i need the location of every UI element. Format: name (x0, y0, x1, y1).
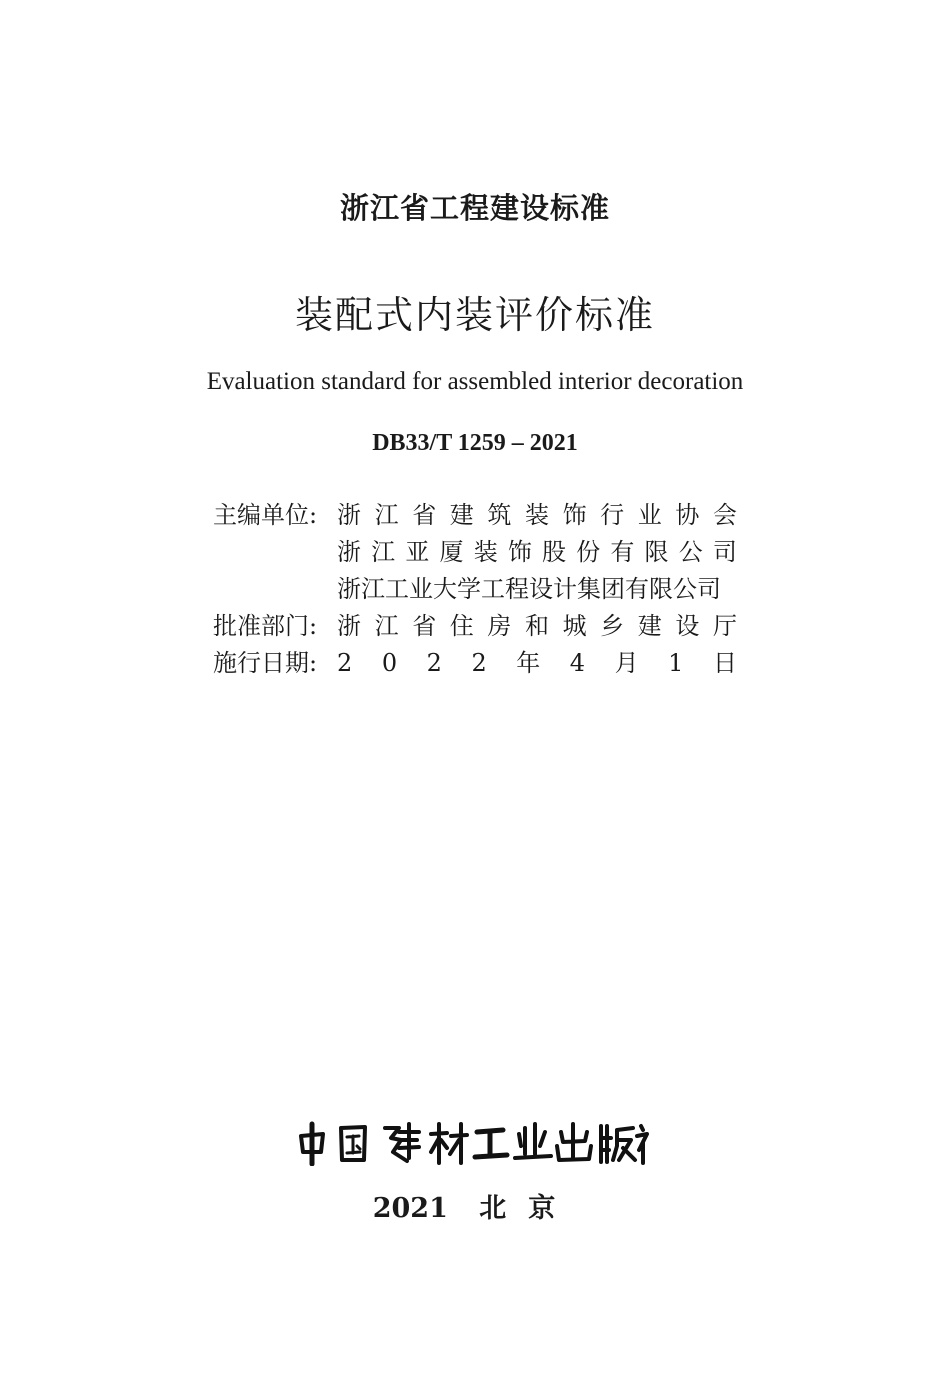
editor-row-3 (213, 571, 748, 608)
editor-unit-2: 浙 江 亚 厦 装 饰 股 份 有 限 公 司 (337, 538, 737, 566)
publisher-logo (0, 1120, 950, 1166)
approver-label: 批准部门: (213, 612, 318, 640)
approver-row (213, 608, 748, 645)
date-label: 施行日期: (213, 649, 318, 677)
editor-row-2 (213, 534, 748, 571)
editor-label: 主编单位: (213, 501, 318, 529)
title-chinese: 装配式内装评价标准 (294, 293, 655, 337)
effective-date: 2 0 2 2 年 4 月 1 日 (337, 649, 737, 677)
editor-unit-3: 浙江工业大学工程设计集团有限公司 (337, 575, 721, 603)
standard-series: 浙江省工程建设标准 (339, 191, 610, 225)
info-block (213, 497, 748, 682)
publication-city: 北京 (479, 1193, 578, 1224)
editor-row (213, 497, 748, 534)
standard-code: DB33/T 1259 – 2021 (372, 430, 578, 456)
publisher-calligraphy-logo (295, 1120, 655, 1166)
approver-value: 浙 江 省 住 房 和 城 乡 建 设 厅 (337, 612, 737, 640)
publication-year: 2021 (372, 1193, 448, 1224)
title-english: Evaluation standard for assembled interior decoration (206, 368, 744, 395)
publication-place (0, 1186, 950, 1225)
date-row (213, 645, 748, 682)
editor-unit-1: 浙 江 省 建 筑 装 饰 行 业 协 会 (337, 501, 737, 529)
